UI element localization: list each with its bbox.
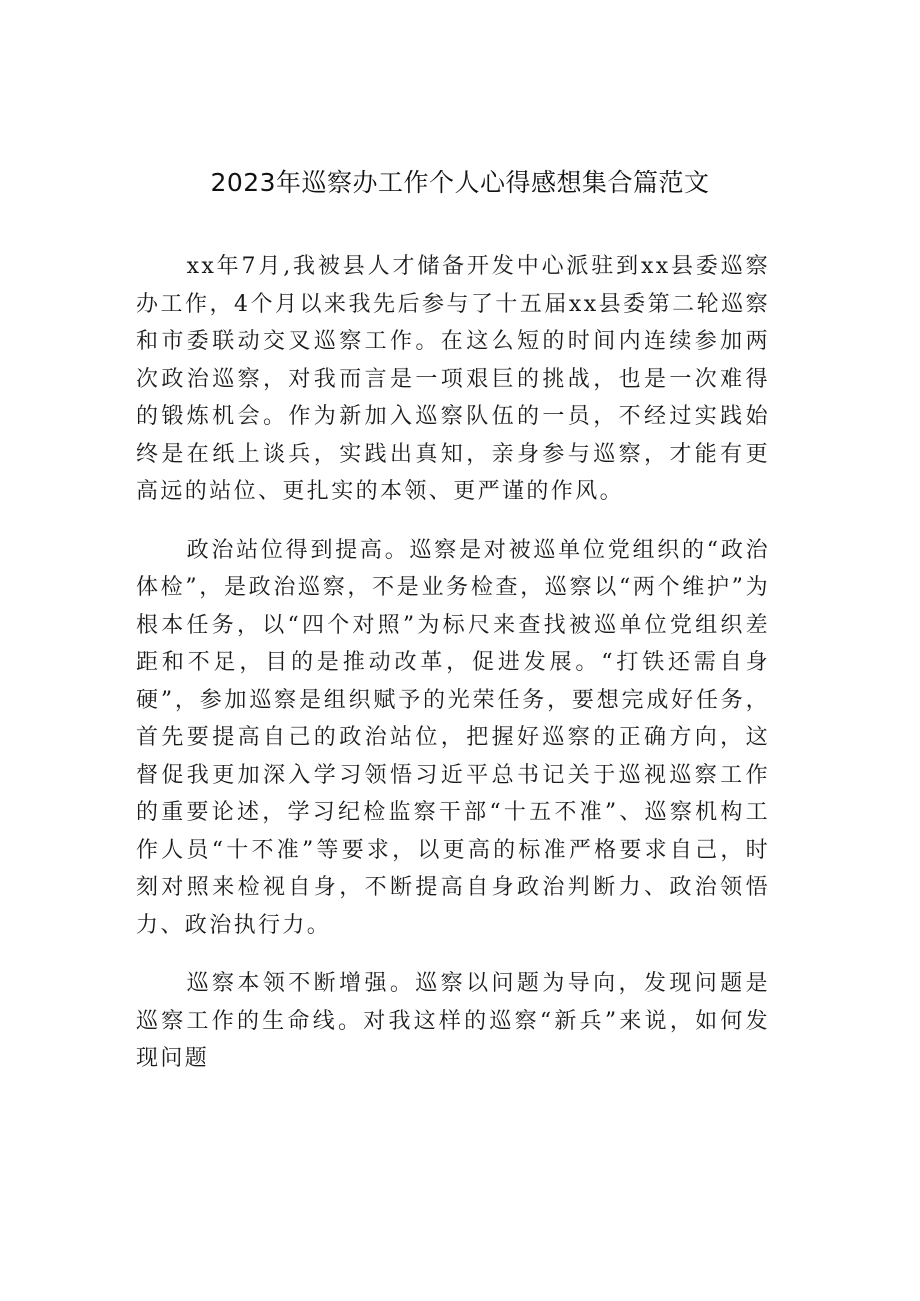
paragraph-intro: xx年7月,我被县人才储备开发中心派驻到xx县委巡察办工作，4个月以来我先后参与了十五届xx县委第二轮巡察和市委联动交叉巡察工作。在这么短的时间内连续参加两次政治巡察，对我而言是一项艰巨的挑战，也是一次难得的锻炼机会。作为新加入巡察队伍的一员，不经过实践始终是在纸上谈兵，实践出真知，亲身参与巡察，才能有更高远的站位、更扎实的本领、更严谨的作风。 (136, 254, 770, 504)
document-body (136, 248, 770, 1099)
paragraph-political-stance: 政治站位得到提高。巡察是对被巡单位党组织的“政治体检”，是政治巡察，不是业务检查，巡察以“两个维护”为根本任务，以“四个对照”为标尺来查找被巡单位党组织差距和不足，目的是推动改革，促进发展。“打铁还需自身硬”，参加巡察是组织赋予的光荣任务，要想完成好任务，首先要提高自己的政治站位，把握好巡察的正确方向，这督促我更加深入学习领悟习近平总书记关于巡视巡察工作的重要论述，学习纪检监察干部“十五不准”、巡察机构工作人员“十不准”等要求，以更高的标准严格要求自己，时刻对照来检视自身，不断提高自身政治判断力、政治领悟力、政治执行力。 (136, 537, 770, 938)
paragraph-inspection-skills: 巡察本领不断增强。巡察以问题为导向，发现问题是巡察工作的生命线。对我这样的巡察“新兵”来说，如何发现问题 (136, 971, 770, 1071)
document-title: 2023年巡察办工作个人心得感想集合篇范文 (210, 168, 710, 197)
